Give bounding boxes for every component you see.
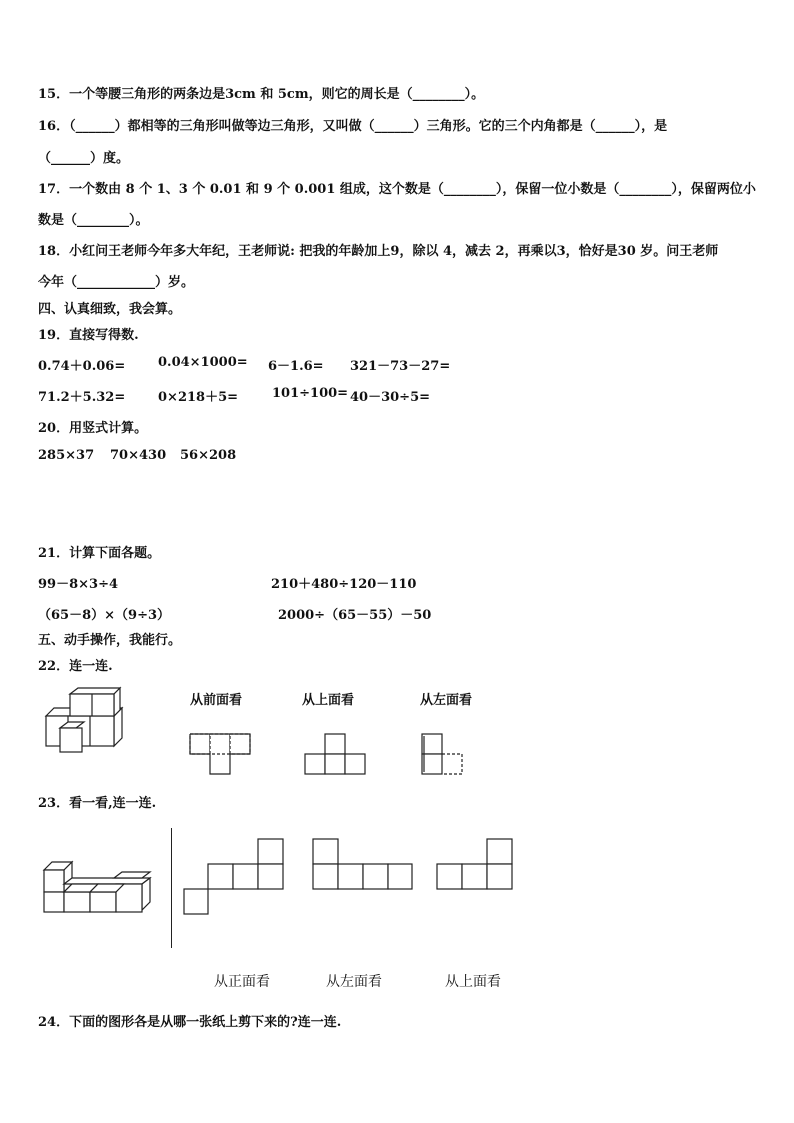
question-19: 19．直接写得数.	[38, 328, 139, 343]
q22-top-view-shape	[304, 733, 368, 775]
section-5-heading: 五、动手操作，我能行。	[38, 633, 182, 648]
calc-item: 71.2＋5.32=	[38, 390, 126, 405]
question-20: 20．用竖式计算。	[38, 421, 148, 436]
calc-item: 40－30÷5=	[350, 390, 431, 405]
calc-item: 210＋480÷120－110	[271, 577, 417, 592]
calc-item: 321－73－27=	[350, 359, 451, 374]
vertical-calc-item: 285×37	[38, 448, 95, 463]
view-label-left: 从左面看	[420, 693, 473, 708]
calc-item: 0.74＋0.06=	[38, 359, 126, 374]
section-4-heading: 四、认真细致，我会算。	[38, 302, 182, 317]
question-24: 24．下面的图形各是从哪一张纸上剪下来的?连一连.	[38, 1015, 342, 1030]
calc-item: 0.04×1000=	[158, 355, 248, 370]
q22-cube-figure	[44, 688, 124, 754]
question-16-line1: 16．（______）都相等的三角形叫做等边三角形，又叫做（______）三角形。它的三个内角都是（______），是	[38, 119, 668, 134]
question-18-line1: 18．小红问王老师今年多大年纪，王老师说: 把我的年龄加上9，除以 4，减去 2，再乘以3，恰好是30 岁。问王老师	[38, 244, 719, 259]
calc-item: 6－1.6=	[268, 359, 324, 374]
divider-line	[171, 828, 172, 948]
vertical-calc-item: 70×430	[110, 448, 167, 463]
calc-item: 0×218＋5=	[158, 390, 239, 405]
calc-item: 99－8×3÷4	[38, 577, 119, 592]
question-22: 22．连一连.	[38, 659, 113, 674]
question-18-line2: 今年（____________）岁。	[38, 275, 195, 290]
view-label-top: 从上面看	[302, 693, 355, 708]
q23-shape-1	[183, 838, 285, 916]
calc-item: 101÷100=	[272, 386, 349, 401]
question-23: 23．看一看,连一连.	[38, 796, 157, 811]
q22-left-view-shape	[421, 733, 465, 775]
q23-shape-3	[436, 838, 514, 890]
question-21: 21．计算下面各题。	[38, 546, 161, 561]
q22-front-view-shape	[189, 733, 253, 775]
vertical-calc-item: 56×208	[180, 448, 237, 463]
q23-shape-2	[312, 838, 414, 890]
view-label-front: 从正面看	[214, 974, 270, 990]
calc-item: 2000÷（65－55）－50	[278, 608, 432, 623]
question-17-line2: 数是（________）。	[38, 213, 149, 228]
question-15: 15．一个等腰三角形的两条边是3cm 和 5cm，则它的周长是（________）。	[38, 87, 485, 102]
calc-item: （65－8）×（9÷3）	[38, 608, 171, 623]
view-label-front: 从前面看	[190, 693, 243, 708]
q23-cube-figure	[42, 862, 152, 914]
question-17-line1: 17．一个数由 8 个 1、3 个 0.01 和 9 个 0.001 组成，这个数是（________），保留一位小数是（________），保留两位小	[38, 182, 756, 197]
view-label-top: 从上面看	[445, 974, 501, 990]
question-16-line2: （______）度。	[38, 151, 130, 166]
view-label-left: 从左面看	[326, 974, 382, 990]
